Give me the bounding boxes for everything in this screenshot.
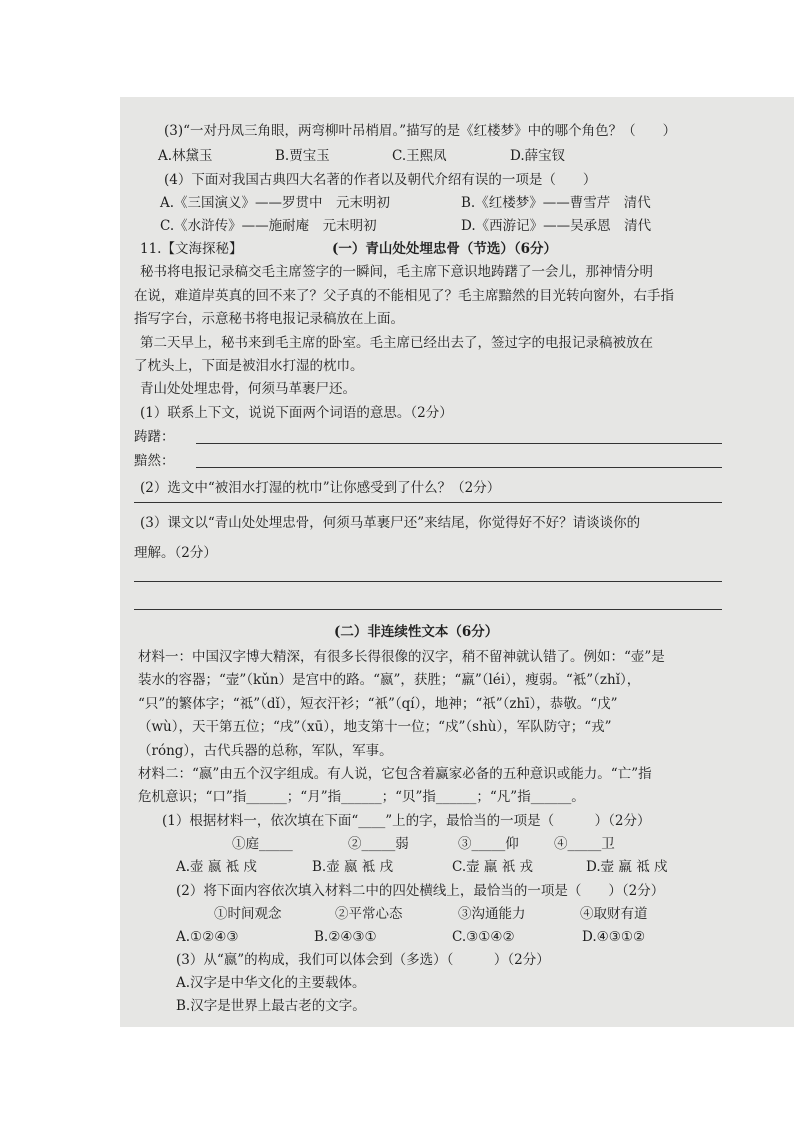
section-11-tag: 11.【文海探秘】 [140, 241, 243, 257]
s2-question-1: (1）根据材料一，依次填在下面“____”上的字，最恰当的一项是（ ）（2分） [162, 813, 651, 829]
s2-q3-option-a: A.汉字是中华文化的主要载体。 [176, 975, 366, 991]
passage-line: 青山处处埋忠骨，何须马革裹尸还。 [140, 381, 356, 397]
s11-question-1: (1）联系上下文，说说下面两个词语的意思。（2分） [140, 405, 453, 421]
s2-q1-option-c: C.壸 羸 祇 戎 [452, 859, 534, 875]
question-4-stem: (4）下面对我国古典四大名著的作者以及朝代介绍有误的一项是（ ） [164, 172, 597, 188]
s2-question-2: (2）将下面内容依次填入材料二中的四处横线上，最恰当的一项是（ ）（2分） [176, 883, 665, 899]
section-2-title: (二）非连续性文本（6分） [334, 624, 499, 640]
exam-page [120, 97, 794, 1027]
fill-item: ④取财有道 [580, 906, 648, 922]
s2-q2-option-a: A.①②④③ [176, 929, 239, 945]
answer-line[interactable] [134, 502, 722, 503]
question-3-stem: (3)“一对丹凤三角眼，两弯柳叶吊梢眉。”描写的是《红楼梦》中的哪个角色？（ ） [164, 123, 677, 139]
q3-option-d: D.薛宝钗 [510, 148, 566, 164]
s2-q3-option-b: B.汉字是世界上最古老的文字。 [176, 998, 366, 1014]
s2-q2-option-c: C.③①④② [452, 929, 515, 945]
passage-line: 秘书将电报记录稿交毛主席签字的一瞬间，毛主席下意识地踌躇了一会儿，那神情分明 [140, 264, 653, 280]
passage-line: 指写字台，示意秘书将电报记录稿放在上面。 [134, 311, 404, 327]
material-1-line: （wù），天干第五位；“戌”（xū），地支第十一位；“戍”（shù），军队防守；“戎” [138, 719, 612, 735]
material-2-line: 材料二：“嬴”由五个汉字组成。有人说，它包含着赢家必备的五种意识或能力。“亡”指 [138, 766, 652, 782]
word-anran-label: 黯然： [134, 453, 175, 469]
q4-option-c: C.《水浒传》——施耐庵 元末明初 [160, 218, 377, 234]
q4-option-d: D.《西游记》——吴承恩 清代 [461, 218, 652, 234]
s2-question-3: (3）从“嬴”的构成，我们可以体会到（多选）（ ）（2分） [176, 952, 550, 968]
fill-item: ①时间观念 [214, 906, 282, 922]
answer-line[interactable] [134, 581, 722, 582]
passage-line: 了枕头上，下面是被泪水打湿的枕巾。 [134, 358, 364, 374]
material-2-line: 危机意识；“口”指______；“月”指______；“贝”指______；“凡”指______。 [138, 789, 585, 805]
q3-option-b: B.贾宝玉 [275, 148, 330, 164]
blank-item: ③_____仰 [458, 836, 519, 852]
s11-question-3: (3）课文以“青山处处埋忠骨，何须马革裹尸还”来结尾，你觉得好不好？请谈谈你的 [140, 515, 641, 531]
s2-q1-option-b: B.壶 嬴 袛 戌 [312, 859, 394, 875]
blank-item: ②_____弱 [348, 836, 409, 852]
section-11-title: (一）青山处处埋忠骨（节选）（6分） [332, 241, 558, 257]
s11-question-2: (2）选文中“被泪水打湿的枕巾”让你感受到了什么？（2分） [140, 480, 501, 496]
material-1-line: 材料一：中国汉字博大精深，有很多长得很像的汉字，稍不留神就认错了。例如：“壶”是 [138, 649, 665, 665]
material-1-line: “只”的繁体字；“祗”（dǐ），短衣汗衫；“衹”（qí），地神；“祇”（zhī），恭敬。“戊” [138, 696, 618, 712]
q4-option-a: A.《三国演义》——罗贯中 元末明初 [160, 195, 391, 211]
s2-q1-option-a: A.壶 嬴 袛 戍 [176, 859, 257, 875]
q3-option-a: A.林黛玉 [158, 148, 213, 164]
s11-question-3-cont: 理解。（2分） [134, 545, 217, 561]
answer-line[interactable] [134, 609, 722, 610]
answer-line[interactable] [196, 443, 722, 444]
s2-q2-option-d: D.④③①② [582, 929, 646, 945]
material-1-line: （róng），古代兵器的总称，军队，军事。 [138, 743, 393, 759]
s2-q1-option-d: D.壸 羸 祗 戍 [586, 859, 668, 875]
material-1-line: 装水的容器；“壸”（kǔn）是宫中的路。“嬴”，获胜；“羸”（léi），瘦弱。“袛”（zhǐ）， [138, 672, 641, 688]
q3-option-c: C.王熙凤 [392, 148, 447, 164]
passage-line: 在说，难道岸英真的回不来了？父子真的不能相见了？毛主席黯然的目光转向窗外，右手指 [134, 288, 674, 304]
q4-option-b: B.《红楼梦》——曹雪芹 清代 [461, 195, 651, 211]
fill-item: ②平常心态 [335, 906, 403, 922]
answer-line[interactable] [196, 467, 722, 468]
word-chouchu-label: 踌躇： [134, 429, 175, 445]
fill-item: ③沟通能力 [458, 906, 526, 922]
s2-q2-option-b: B.②④③① [314, 929, 377, 945]
passage-line: 第二天早上，秘书来到毛主席的卧室。毛主席已经出去了，签过字的电报记录稿被放在 [140, 335, 653, 351]
blank-item: ①庭_____ [232, 836, 293, 852]
blank-item: ④_____卫 [554, 836, 615, 852]
